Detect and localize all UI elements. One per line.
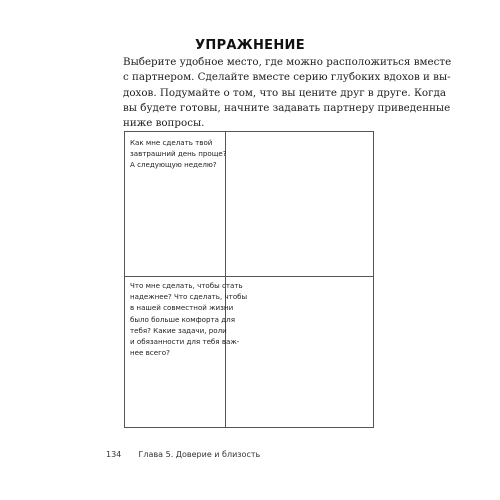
intro-paragraph xyxy=(123,55,452,131)
intro-line: Выберите удобное место, где можно расположиться вместе xyxy=(123,56,452,68)
question-line: и обязанности для тебя важ- xyxy=(130,337,240,347)
exercise-table xyxy=(124,131,374,428)
intro-line: с партнером. Сделайте вместе серию глубоких вдохов и вы- xyxy=(123,71,451,84)
exercise-title: УПРАЖНЕНИЕ xyxy=(195,38,305,53)
page-footer xyxy=(106,450,260,459)
answer-cell-1[interactable] xyxy=(226,132,374,276)
question-cell-1 xyxy=(130,137,227,171)
answer-cell-2[interactable] xyxy=(226,277,374,427)
question-line: Как мне сделать твой xyxy=(130,138,213,147)
question-line: А следующую неделю? xyxy=(130,160,217,170)
question-cell-2 xyxy=(130,280,248,358)
question-line: было больше комфорта для xyxy=(130,314,235,324)
question-line: в нашей совместной жизни xyxy=(130,303,234,313)
question-line: надежнее? Что сделать, чтобы xyxy=(130,292,248,302)
question-line: Что мне сделать, чтобы стать xyxy=(130,281,243,290)
page-number: 134 xyxy=(106,450,122,459)
question-line: завтрашний день проще? xyxy=(130,149,227,159)
intro-line: вы будете готовы, начните задавать партнеру приведенные xyxy=(123,101,451,114)
intro-line: ниже вопросы. xyxy=(123,117,205,130)
intro-line: дохов. Подумайте о том, что вы цените друг в друге. Когда xyxy=(123,86,447,99)
chapter-title: Глава 5. Доверие и близость xyxy=(138,450,261,459)
question-line: нее всего? xyxy=(130,348,170,358)
question-line: тебя? Какие задачи, роли xyxy=(130,325,227,335)
